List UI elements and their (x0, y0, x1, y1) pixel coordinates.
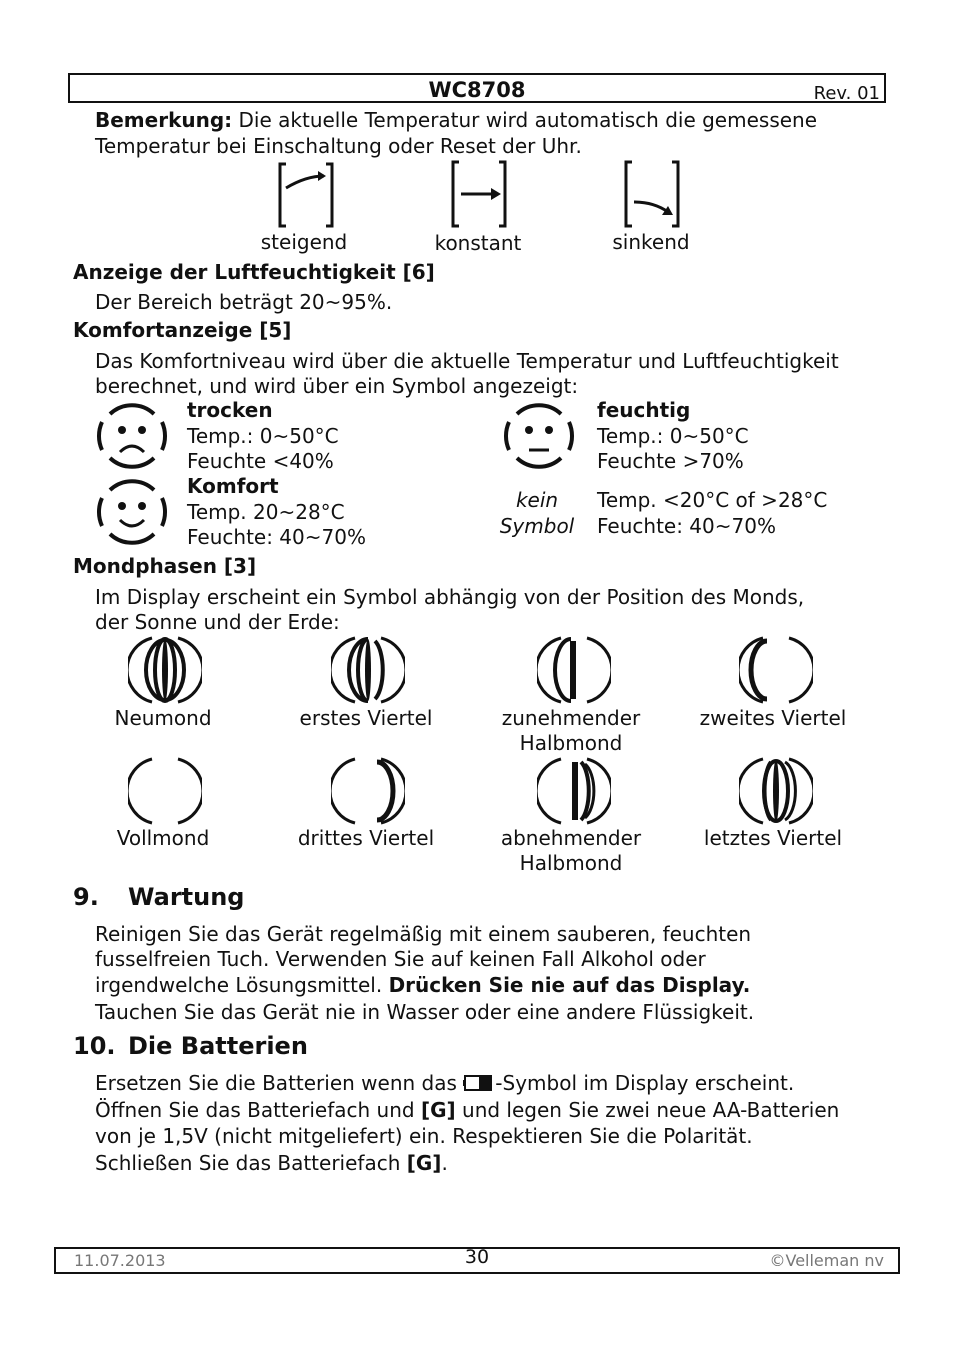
moon-heading: Mondphasen [3] (73, 554, 257, 578)
moon-label-8: letztes Viertel (703, 826, 843, 850)
comfort-wet: feuchtig Temp.: 0~50°C Feuchte >70% (597, 398, 749, 473)
full-moon-icon (128, 754, 202, 828)
maintenance-line3: irgendwelche Lösungsmittel. Drücken Sie nie auf das Display. (95, 973, 751, 997)
happy-face-icon (96, 476, 168, 548)
batteries-title: Die Batterien (128, 1032, 308, 1060)
neutral-face-icon (503, 400, 575, 472)
waning-half-moon-icon (537, 754, 611, 828)
moon-label-6: drittes Viertel (297, 826, 435, 850)
humidity-heading: Anzeige der Luftfeuchtigkeit [6] (73, 260, 435, 284)
comfort-text-line2: berechnet, und wird über ein Symbol angezeigt: (95, 374, 579, 398)
moon-label-7: abnehmender Halbmond (500, 826, 642, 875)
no-symbol-label: kein Symbol (499, 488, 575, 538)
comfort-none: Temp. <20°C of >28°C Feuchte: 40~70% (597, 488, 828, 538)
first-quarter-moon-icon (331, 633, 405, 707)
footer-copyright: ©Velleman nv (769, 1251, 884, 1270)
trend-down-icon (622, 158, 682, 230)
moon-text-line1: Im Display erscheint ein Symbol abhängig von der Position des Monds, (95, 585, 805, 609)
moon-label-3: zunehmender Halbmond (501, 706, 641, 755)
maintenance-line2: fusselfreien Tuch. Verwenden Sie auf keinen Fall Alkohol oder (95, 947, 706, 971)
batteries-line4: Schließen Sie das Batteriefach [G]. (95, 1151, 448, 1175)
trend-label-flat: konstant (434, 231, 522, 255)
note-line2: Temperatur bei Einschaltung oder Reset der Uhr. (95, 134, 582, 158)
last-quarter-moon-icon (739, 754, 813, 828)
sad-face-icon (96, 400, 168, 472)
moon-label-5: Vollmond (116, 826, 210, 850)
maintenance-title: Wartung (128, 883, 245, 911)
maintenance-number: 9. (73, 883, 99, 911)
footer-date: 11.07.2013 (74, 1251, 166, 1270)
batteries-line2: Öffnen Sie das Batteriefach und [G] und legen Sie zwei neue AA-Batterien (95, 1098, 840, 1122)
trend-up-icon (276, 160, 336, 230)
new-moon-icon (128, 633, 202, 707)
comfort-text-line1: Das Komfortniveau wird über die aktuelle Temperatur und Luftfeuchtigkeit (95, 349, 839, 373)
moon-label-2: erstes Viertel (299, 706, 433, 730)
revision-label: Rev. 01 (813, 83, 880, 104)
trend-label-up: steigend (260, 230, 348, 254)
page-number: 30 (464, 1246, 490, 1268)
third-quarter-moon-icon (331, 754, 405, 828)
comfort-ok: Komfort Temp. 20~28°C Feuchte: 40~70% (187, 474, 366, 549)
maintenance-line4: Tauchen Sie das Gerät nie in Wasser oder eine andere Flüssigkeit. (95, 1000, 755, 1024)
humidity-text: Der Bereich beträgt 20~95%. (95, 290, 393, 314)
moon-label-1: Neumond (114, 706, 212, 730)
batteries-line1: Ersetzen Sie die Batterien wenn das -Symbol im Display erscheint. (95, 1071, 795, 1095)
trend-label-down: sinkend (612, 230, 690, 254)
maintenance-line1: Reinigen Sie das Gerät regelmäßig mit einem sauberen, feuchten (95, 922, 752, 946)
document-title: WC8708 (428, 78, 526, 102)
comfort-heading: Komfortanzeige [5] (73, 318, 292, 342)
moon-label-4: zweites Viertel (699, 706, 847, 730)
battery-icon (463, 1074, 495, 1092)
trend-flat-icon (449, 158, 509, 230)
batteries-number: 10. (73, 1032, 116, 1060)
batteries-line3: von je 1,5V (nicht mitgeliefert) ein. Respektieren Sie die Polarität. (95, 1124, 753, 1148)
waxing-half-moon-icon (537, 633, 611, 707)
second-quarter-moon-icon (739, 633, 813, 707)
moon-text-line2: der Sonne und der Erde: (95, 610, 340, 634)
comfort-dry: trocken Temp.: 0~50°C Feuchte <40% (187, 398, 339, 473)
note-line1: Bemerkung: Die aktuelle Temperatur wird automatisch die gemessene (95, 108, 818, 132)
